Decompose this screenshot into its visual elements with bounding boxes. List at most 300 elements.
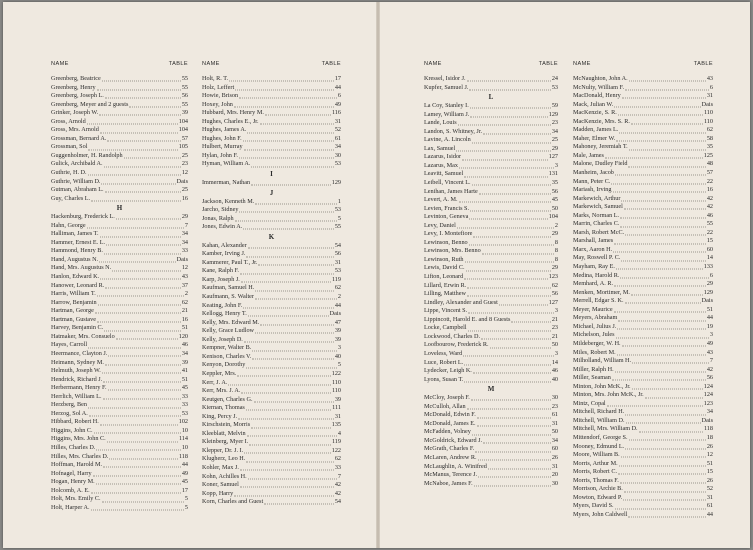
right-page-column-2 — [573, 60, 713, 519]
table-number: 33 — [181, 247, 188, 255]
dot-leader — [244, 452, 331, 454]
dot-leader — [611, 182, 705, 184]
book-spread — [3, 2, 750, 548]
index-entry — [202, 84, 341, 93]
table-number: 3 — [709, 331, 713, 339]
guest-name: Moore, William B. — [573, 451, 620, 459]
dot-leader — [463, 355, 554, 357]
guest-name: Keating, John F. — [202, 301, 243, 309]
index-entry — [202, 92, 341, 101]
table-number: 3 — [554, 349, 558, 357]
index-entry — [573, 383, 713, 392]
index-entry — [424, 136, 558, 145]
guest-name: Howie, Brison — [202, 92, 239, 100]
guest-name: Mahoney, Jeremiah T. — [573, 143, 628, 151]
guest-name: Greenberg, Henry — [51, 83, 96, 91]
table-number: 7 — [709, 357, 713, 365]
dot-leader — [243, 228, 334, 230]
index-entry — [202, 242, 341, 251]
index-entry — [202, 361, 341, 370]
guest-name: MacKenzie, S. R. — [573, 109, 617, 117]
guest-name: Michael, Julius J. — [573, 322, 617, 330]
table-number: 43 — [706, 75, 713, 82]
guest-name: Lippe, Vincent S. — [424, 307, 468, 315]
guest-name: Gross, Mrs. Arnold — [51, 126, 99, 134]
index-entry — [573, 494, 713, 503]
section-letter: H — [116, 204, 123, 213]
dot-leader — [129, 105, 180, 107]
guest-name: Locke, Campbell — [424, 324, 467, 332]
table-number: 31 — [706, 92, 713, 100]
table-number: 55 — [181, 75, 188, 82]
index-entry — [424, 403, 558, 412]
guest-name: Markewich, Samuel — [573, 203, 623, 211]
index-entry — [51, 444, 188, 453]
guest-name: Hibbard, Robert H. — [51, 418, 99, 426]
index-entry — [51, 222, 188, 231]
guest-name: Helmuth, Joseph W. — [51, 367, 101, 375]
guest-name: Gross, Arnold — [51, 117, 86, 125]
table-number: 22 — [706, 177, 713, 185]
table-number: 29 — [551, 230, 558, 238]
dot-leader — [244, 148, 334, 150]
table-number: 12 — [706, 451, 713, 459]
table-number: 42 — [706, 194, 713, 202]
index-entry — [573, 314, 713, 323]
table-number: 29 — [551, 264, 558, 272]
index-entry — [202, 101, 341, 110]
dot-leader — [625, 88, 709, 90]
table-number: 23 — [551, 119, 558, 127]
table-number: 34 — [706, 408, 713, 416]
index-entry — [573, 511, 713, 520]
dot-leader — [116, 338, 178, 340]
table-number: 62 — [334, 455, 341, 463]
index-entry — [51, 169, 188, 178]
dot-leader — [618, 319, 705, 321]
guest-name: Miles, Robert M. — [573, 348, 616, 356]
guest-name: Kressel, Isidor J. — [424, 75, 466, 82]
index-entry — [573, 502, 713, 511]
table-number: 18 — [706, 433, 713, 441]
table-number: 30 — [551, 479, 558, 487]
index-entry — [51, 256, 188, 265]
dot-leader — [617, 328, 706, 330]
guest-name: Higgins, John C. — [51, 426, 93, 434]
table-number: 129 — [548, 110, 558, 118]
table-number: 8 — [554, 255, 558, 263]
name-header: NAME — [573, 61, 591, 67]
dot-leader — [103, 397, 181, 399]
left-page — [3, 2, 376, 548]
index-entry — [573, 220, 713, 229]
index-entry — [424, 420, 558, 429]
table-number: 51 — [706, 459, 713, 467]
table-number: 105 — [178, 143, 188, 151]
table-number: Dais — [701, 100, 713, 108]
guest-name: McGrath, Charles F. — [424, 445, 475, 453]
guest-name: King, Percy J. — [202, 412, 238, 420]
guest-name: Lyons, Susan T. — [424, 375, 464, 383]
guest-name: Guggenholmer, H. Randolph — [51, 151, 123, 159]
dot-leader — [628, 165, 705, 167]
table-number: 45 — [181, 384, 188, 392]
index-entry — [202, 293, 341, 302]
table-number: 25 — [181, 186, 188, 194]
table-number: 4 — [337, 429, 341, 437]
index-entry — [573, 135, 713, 144]
index-entry — [424, 196, 558, 205]
guest-name: Kleeblatt, Melvin — [202, 429, 246, 437]
dot-leader — [252, 358, 334, 360]
guest-name: Hughes, James A. — [202, 126, 247, 134]
guest-name: Morris, Thomas F. — [573, 476, 619, 484]
table-number: 5 — [184, 495, 188, 503]
index-entry — [424, 290, 558, 299]
index-entry — [573, 160, 713, 169]
dot-leader — [614, 311, 706, 313]
table-number: 49 — [334, 100, 341, 108]
guest-name: McManus, Terence J. — [424, 471, 478, 479]
index-entry — [573, 152, 713, 161]
table-number: 16 — [181, 194, 188, 202]
dot-leader — [243, 306, 333, 308]
index-entry — [51, 186, 188, 195]
dot-leader — [619, 464, 706, 466]
dot-leader — [511, 321, 550, 323]
guest-name: Lewinson, Mrs. Benno — [424, 247, 481, 255]
guest-name: Manheim, Jacob — [573, 169, 614, 177]
guest-name: Harrow, Benjamin — [51, 298, 97, 306]
dot-leader — [483, 133, 551, 135]
index-entry — [51, 264, 188, 273]
index-entry — [202, 126, 341, 135]
index-entry — [424, 299, 558, 308]
dot-leader — [470, 115, 547, 117]
dot-leader — [465, 261, 554, 263]
dot-leader — [109, 457, 178, 459]
guest-name: Lifton, Leonard — [424, 273, 464, 281]
index-entry — [202, 455, 341, 464]
table-number: 41 — [181, 367, 188, 375]
dot-leader — [479, 192, 551, 194]
table-number: 129 — [331, 179, 341, 187]
dot-leader — [625, 447, 706, 449]
guest-name: Hammer, Ernest E. L. — [51, 238, 106, 246]
dot-leader — [467, 80, 551, 82]
dot-leader — [91, 491, 181, 493]
dot-leader — [473, 235, 550, 237]
dot-leader — [260, 123, 334, 125]
table-number: 50 — [551, 428, 558, 436]
table-number: 50 — [551, 341, 558, 349]
guest-name: Kahan, Alexander — [202, 241, 247, 249]
table-number: 5 — [184, 503, 188, 511]
dot-leader — [96, 449, 180, 451]
table-number: 135 — [331, 421, 341, 429]
index-entry — [573, 246, 713, 255]
index-entry — [202, 179, 341, 188]
guest-name: Milholland, William H. — [573, 357, 632, 365]
guest-name: Morris, Arthur M. — [573, 459, 618, 467]
guest-name: Loveless, Ward — [424, 349, 463, 357]
guest-name: Marks, Norman L. — [573, 211, 620, 219]
dot-leader — [105, 363, 181, 365]
dot-leader — [614, 242, 706, 244]
table-number: 16 — [181, 315, 188, 323]
index-entry — [573, 203, 713, 212]
index-entry — [573, 400, 713, 409]
dot-leader — [228, 383, 331, 385]
index-entry — [202, 109, 341, 118]
guest-name: Lilling, Matthew — [424, 290, 466, 298]
table-number: 31 — [334, 117, 341, 125]
dot-leader — [248, 247, 334, 249]
guest-name: Kleinberg, Myer I. — [202, 438, 249, 446]
table-number: 123 — [548, 273, 558, 281]
dot-leader — [472, 141, 551, 143]
index-entry — [573, 443, 713, 452]
table-number: 120 — [178, 332, 188, 340]
index-entry — [51, 273, 188, 282]
dot-leader — [614, 105, 700, 107]
index-entry — [573, 408, 713, 417]
index-entry — [202, 387, 341, 396]
index-entry — [573, 460, 713, 469]
index-entry — [202, 160, 341, 169]
table-number: 31 — [551, 419, 558, 427]
dot-leader — [101, 182, 175, 184]
index-entry — [424, 170, 558, 179]
table-number: 3 — [337, 344, 341, 352]
table-number: 34 — [551, 436, 558, 444]
index-entry — [424, 341, 558, 350]
table-number: 61 — [706, 502, 713, 510]
table-number: 53 — [334, 206, 341, 214]
table-number: 3 — [554, 161, 558, 169]
guest-name: Korn, Charles and Guest — [202, 498, 264, 506]
dot-leader — [258, 264, 333, 266]
guest-name: Greenberg, Joseph L. — [51, 92, 104, 100]
guest-name: McLaren, Andrew R. — [424, 453, 477, 461]
index-entry — [424, 75, 558, 84]
guest-name: Lavine, A. Lincoln — [424, 136, 471, 144]
dot-leader — [102, 80, 181, 82]
index-entry — [202, 327, 341, 336]
index-entry — [424, 376, 558, 385]
table-number: 31 — [551, 462, 558, 470]
table-number: 14 — [706, 254, 713, 262]
index-entry — [573, 323, 713, 332]
table-number: 34 — [334, 143, 341, 151]
guest-name: Hanlon, Edward K. — [51, 273, 100, 281]
dot-leader — [87, 123, 178, 125]
guest-name: Leavitt, Samuel — [424, 170, 464, 178]
dot-leader — [100, 278, 181, 280]
index-entry — [202, 75, 341, 84]
index-entry — [573, 229, 713, 238]
dot-leader — [255, 332, 334, 334]
index-entry — [573, 340, 713, 349]
index-entry — [573, 126, 713, 135]
dot-leader — [107, 440, 178, 442]
dot-leader — [105, 97, 181, 99]
table-number: 33 — [181, 401, 188, 409]
guest-name: Levinton, Geneva — [424, 213, 469, 221]
table-number: 47 — [334, 318, 341, 326]
dot-leader — [98, 303, 181, 305]
dot-leader — [458, 124, 551, 126]
dot-leader — [235, 219, 337, 221]
column-header — [424, 60, 558, 69]
dot-leader — [241, 281, 331, 283]
table-number: 3 — [554, 307, 558, 315]
index-entry — [202, 143, 341, 152]
index-entry — [573, 477, 713, 486]
dot-leader — [254, 400, 334, 402]
index-entry — [51, 160, 188, 169]
guest-name: Memhard, A. R. — [573, 280, 614, 288]
index-entry — [573, 306, 713, 315]
dot-leader — [632, 362, 709, 364]
index-entry — [51, 109, 188, 118]
table-number: 6 — [709, 271, 713, 279]
table-number: 44 — [334, 83, 341, 91]
dot-leader — [645, 396, 703, 398]
dot-leader — [88, 346, 181, 348]
dot-leader — [240, 272, 334, 274]
table-number: 29 — [181, 213, 188, 221]
guest-name: Harvey, Benjamin C. — [51, 324, 104, 332]
table-number: 53 — [551, 83, 558, 91]
guest-name: Kaufmann, S. Walter — [202, 293, 254, 301]
guest-name: Kelly, Mrs. Edward M. — [202, 318, 260, 326]
dot-leader — [624, 208, 706, 210]
table-number: 15 — [706, 237, 713, 245]
dot-leader — [235, 88, 334, 90]
guest-name: Hand, Mrs. Augustus N. — [51, 264, 112, 272]
dot-leader — [467, 286, 551, 288]
table-number: 31 — [334, 412, 341, 420]
table-number: 25 — [181, 151, 188, 159]
guest-name: Marx, Aaron H. — [573, 245, 613, 253]
index-entry — [51, 92, 188, 101]
guest-name: Landon, S. Whitney, Jr. — [424, 127, 483, 135]
right-page-column-1 — [424, 60, 558, 488]
guest-name: May, Roswell P. C. — [573, 254, 621, 262]
guest-name: Kupfer, Samuel J. — [424, 83, 469, 91]
index-entry — [573, 485, 713, 494]
guest-name: Kohler, Max J. — [202, 463, 239, 471]
guest-name: Kammerer, Paul T., Jr. — [202, 258, 258, 266]
dot-leader — [625, 413, 706, 415]
index-entry — [202, 430, 341, 439]
index-entry — [51, 393, 188, 402]
guest-name: Lax, Samuel — [424, 144, 456, 152]
dot-leader — [97, 88, 181, 90]
dot-leader — [499, 303, 548, 305]
table-number: 62 — [181, 298, 188, 306]
dot-leader — [87, 227, 184, 229]
table-number: 56 — [334, 250, 341, 258]
table-header: TABLE — [321, 61, 341, 67]
dot-leader — [618, 473, 706, 475]
index-entry — [51, 126, 188, 135]
column-header — [51, 60, 188, 69]
guest-name: Hughes, John F. — [202, 134, 242, 142]
index-entry — [202, 421, 341, 430]
dot-leader — [116, 218, 181, 220]
table-number: 26 — [706, 476, 713, 484]
table-number: 110 — [703, 117, 713, 125]
index-entry — [573, 349, 713, 358]
dot-leader — [251, 165, 333, 167]
table-number: 43 — [181, 273, 188, 281]
table-number: 42 — [334, 481, 341, 489]
guest-name: Kiernan, Thomas — [202, 404, 245, 412]
guest-name: Heermance, Clayton J. — [51, 349, 108, 357]
dot-leader — [468, 329, 551, 331]
dot-leader — [107, 140, 180, 142]
dot-leader — [478, 476, 551, 478]
dot-leader — [632, 387, 703, 389]
guest-name: Gutman, Abraham L. — [51, 186, 104, 194]
dot-leader — [631, 123, 703, 125]
dot-leader — [617, 353, 706, 355]
index-entry — [573, 237, 713, 246]
table-number: 42 — [334, 489, 341, 497]
table-number: 116 — [331, 109, 341, 117]
index-entry — [424, 437, 558, 446]
index-entry — [202, 206, 341, 215]
index-entry — [424, 222, 558, 231]
guest-name: Hahn, George — [51, 221, 86, 229]
index-entry — [202, 135, 341, 144]
guest-name: Herrlich, William L. — [51, 392, 102, 400]
index-entry — [573, 186, 713, 195]
dot-leader — [246, 255, 333, 257]
table-number: 29 — [551, 144, 558, 152]
index-entry — [51, 350, 188, 359]
index-entry — [573, 143, 713, 152]
guest-name: Luce, Robert L. — [424, 358, 464, 366]
dot-leader — [472, 433, 551, 435]
guest-name: Kelly, Joseph D. — [202, 335, 243, 343]
dot-leader — [471, 399, 551, 401]
table-number: 23 — [181, 160, 188, 168]
dot-leader — [88, 174, 181, 176]
dot-leader — [459, 167, 554, 169]
guest-name: Leibell, Vincent L. — [424, 179, 471, 187]
guest-name: McDonald, Edwin F. — [424, 411, 476, 419]
index-entry — [202, 353, 341, 362]
table-number: 123 — [703, 399, 713, 407]
dot-leader — [467, 295, 551, 297]
table-number: 6 — [337, 92, 341, 100]
guest-name: Miller, Ralph H. — [573, 365, 614, 373]
table-number: 104 — [178, 126, 188, 134]
dot-leader — [108, 355, 180, 357]
dot-leader — [239, 211, 333, 213]
guest-name: Myers, David S. — [573, 502, 614, 510]
table-number: 110 — [331, 387, 341, 395]
dot-leader — [477, 425, 551, 427]
guest-name: Grinker, Joseph W. — [51, 109, 99, 117]
guest-name: Kopp, Harry — [202, 489, 234, 497]
dot-leader — [237, 375, 330, 377]
dot-leader — [88, 406, 181, 408]
dot-leader — [607, 405, 703, 407]
